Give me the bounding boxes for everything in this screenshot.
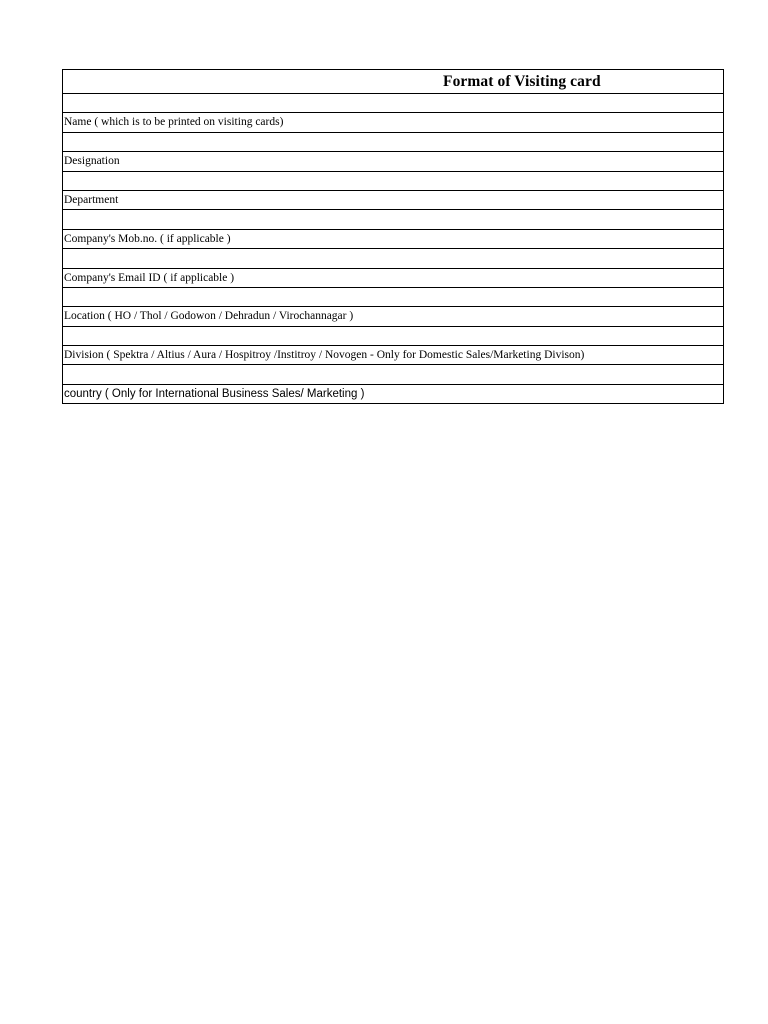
field-label-location: Location ( HO / Thol / Godowon / Dehradun / Virochannagar ): [64, 310, 354, 323]
field-input-department[interactable]: [63, 210, 723, 229]
field-input-mobile[interactable]: [63, 249, 723, 268]
field-row-mobile[interactable]: [63, 230, 723, 249]
field-row-division[interactable]: [63, 346, 723, 365]
field-label-designation: Designation: [64, 155, 120, 168]
field-row-location[interactable]: [63, 307, 723, 326]
field-input-location[interactable]: [63, 327, 723, 346]
field-label-country: country ( Only for International Business Sales/ Marketing ): [64, 387, 365, 400]
title-row: [63, 70, 723, 94]
field-label-email: Company's Email ID ( if applicable ): [64, 271, 235, 284]
field-label-name: Name ( which is to be printed on visiting cards): [64, 116, 284, 129]
field-row-designation[interactable]: [63, 152, 723, 171]
field-label-division: Division ( Spektra / Altius / Aura / Hospitroy /Institroy / Novogen - Only for Domestic Sales/Marketing Divison): [64, 349, 585, 362]
visiting-card-form: [62, 69, 724, 404]
field-row-department[interactable]: [63, 191, 723, 210]
field-row-email[interactable]: [63, 269, 723, 288]
page-title: Format of Visiting card: [443, 73, 601, 90]
field-label-mobile: Company's Mob.no. ( if applicable ): [64, 232, 231, 245]
field-label-department: Department: [64, 193, 119, 206]
spacer-row: [63, 94, 723, 113]
field-input-division[interactable]: [63, 365, 723, 384]
field-row-name[interactable]: [63, 113, 723, 132]
field-input-name[interactable]: [63, 133, 723, 152]
field-row-country[interactable]: [63, 385, 723, 404]
field-input-designation[interactable]: [63, 172, 723, 191]
field-input-email[interactable]: [63, 288, 723, 307]
